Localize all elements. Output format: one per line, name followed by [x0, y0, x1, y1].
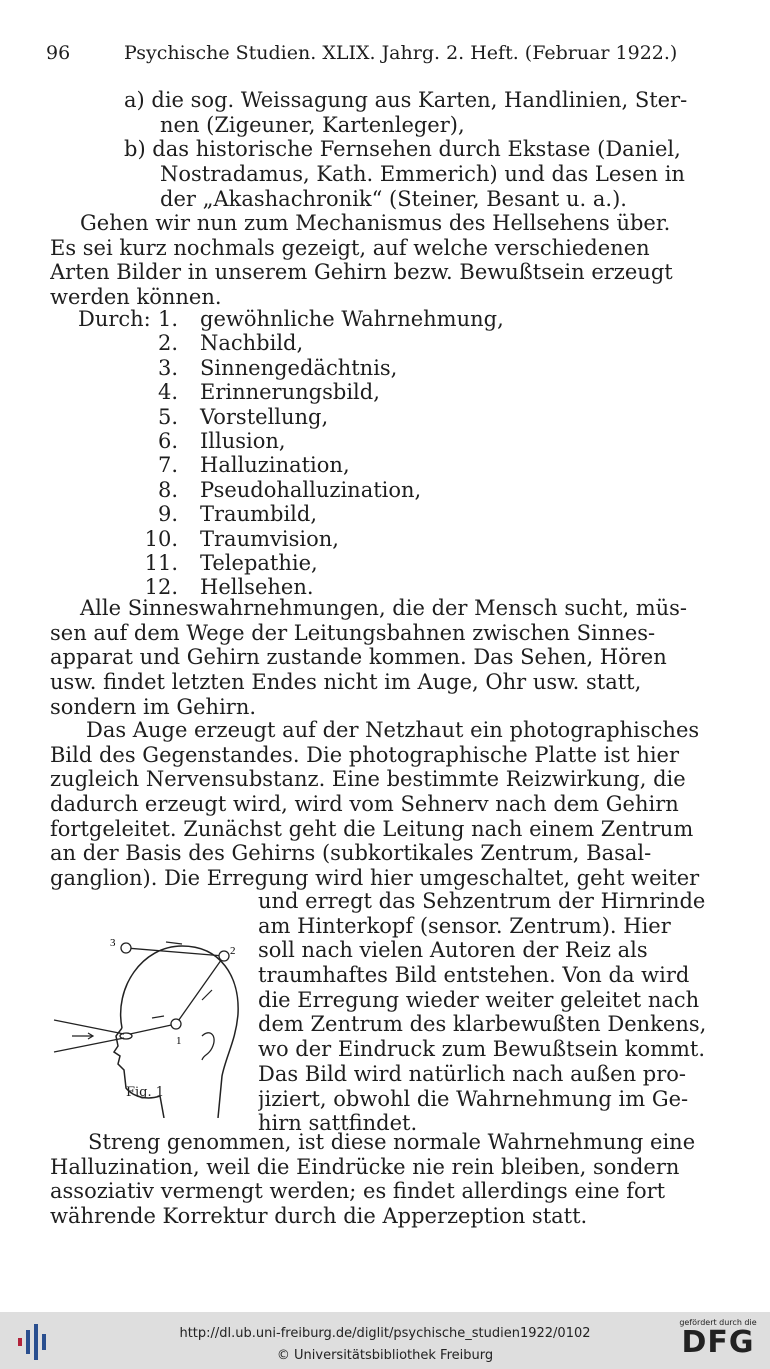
dfg-wordmark: DFG	[681, 1325, 755, 1360]
text-line: dem Zentrum des klarbewußten Denkens,	[258, 1012, 707, 1037]
text-line: Arten Bilder in unserem Gehirn bezw. Bewußtsein erzeugt	[50, 260, 673, 285]
text-line: Es sei kurz nochmals gezeigt, auf welche verschiedenen	[50, 235, 650, 260]
text-line: Das Bild wird natürlich nach außen pro-	[258, 1061, 687, 1086]
text-line: soll nach vielen Autoren der Reiz als	[258, 938, 648, 963]
text-line: Das Auge erzeugt auf der Netzhaut ein photographisches	[86, 718, 700, 742]
text-line: die Erregung wieder weiter geleitet nach	[258, 987, 700, 1012]
text-line: sen auf dem Wege der Leitungsbahnen zwischen Sinnes-	[50, 620, 656, 645]
list-number: 8.	[157, 477, 178, 502]
list-number: 2.	[157, 331, 178, 356]
list-number: 3.	[157, 355, 178, 380]
intro-line: nen (Zigeuner, Kartenleger),	[160, 112, 465, 137]
paragraph-2	[50, 596, 720, 719]
intro-list	[50, 88, 720, 211]
node-1	[171, 1019, 181, 1029]
list-item	[50, 405, 720, 429]
node-2	[219, 951, 229, 961]
pathway-line	[176, 956, 224, 1024]
list-text: Hellsehen.	[200, 575, 314, 600]
list-item	[50, 478, 720, 502]
list-item	[50, 380, 720, 404]
list-item	[50, 453, 720, 477]
list-text: Telepathie,	[200, 550, 318, 575]
text-line: und erregt das Sehzentrum der Hirnrinde	[258, 889, 706, 913]
text-line: sondern im Gehirn.	[50, 694, 257, 719]
list-text: Pseudohalluzination,	[200, 477, 422, 502]
light-ray	[54, 1038, 124, 1052]
text-line: an der Basis des Gehirns (subkortikales Zentrum, Basal-	[50, 841, 652, 866]
text-line: hirn sattfindet.	[258, 1111, 418, 1136]
list-label: Durch:	[78, 307, 151, 331]
text-line: wo der Eindruck zum Bewußtsein kommt.	[258, 1037, 706, 1062]
node-label: 1	[176, 1035, 182, 1047]
page-number: 96	[46, 42, 71, 64]
numbered-list	[50, 307, 720, 600]
node-3	[121, 943, 131, 953]
text-line: ganglion). Die Erregung wird hier umgeschaltet, geht weiter	[50, 866, 700, 891]
list-text: Halluzination,	[200, 453, 350, 478]
text-line: Halluzination, weil die Eindrücke nie rein bleiben, sondern	[50, 1154, 680, 1179]
text-line: assoziativ vermengt werden; es findet allerdings eine fort	[50, 1179, 666, 1204]
list-text: Traumbild,	[200, 502, 317, 527]
text-line: Alle Sinneswahrnehmungen, die der Mensch sucht, müs-	[80, 596, 688, 620]
light-ray	[54, 1020, 124, 1034]
paragraph-3-wrapped	[258, 889, 720, 1136]
text-line: am Hinterkopf (sensor. Zentrum). Hier	[258, 913, 671, 938]
list-number: 7.	[157, 453, 178, 478]
arrow-icon	[152, 1016, 164, 1018]
text-line: apparat und Gehirn zustande kommen. Das Sehen, Hören	[50, 645, 667, 670]
paragraph-3	[50, 718, 720, 891]
list-number: 10.	[144, 526, 178, 551]
text-line: werden können.	[50, 285, 222, 310]
text-line: dadurch erzeugt wird, wird vom Sehnerv nach dem Gehirn	[50, 792, 679, 817]
pathway-line	[130, 1024, 176, 1034]
arrow-icon	[166, 942, 182, 944]
dfg-funding-text: gefördert durch die	[679, 1318, 757, 1327]
text-line: usw. findet letzten Endes nicht im Auge, Ohr usw. statt,	[50, 670, 642, 695]
text-line: traumhaftes Bild entstehen. Von da wird	[258, 963, 690, 988]
text-line: fortgeleitet. Zunächst geht die Leitung nach einem Zentrum	[50, 816, 694, 841]
text-line: Gehen wir nun zum Mechanismus des Hellsehens über.	[80, 211, 671, 235]
intro-line: Nostradamus, Kath. Emmerich) und das Lesen in	[160, 162, 685, 187]
list-item	[50, 307, 720, 331]
list-item	[50, 356, 720, 380]
ear-icon	[202, 1033, 214, 1060]
text-line: Bild des Gegenstandes. Die photographische Platte ist hier	[50, 742, 680, 767]
list-number: 9.	[157, 502, 178, 527]
list-number: 5.	[157, 404, 178, 429]
list-text: Vorstellung,	[200, 404, 329, 429]
list-text: Illusion,	[200, 428, 286, 453]
dfg-logo	[676, 1318, 760, 1364]
arrow-icon	[202, 990, 212, 1000]
paragraph-1	[50, 211, 720, 310]
face-profile	[114, 1028, 164, 1118]
list-text: gewöhnliche Wahrnehmung,	[200, 307, 504, 331]
list-text: Sinnengedächtnis,	[200, 355, 398, 380]
list-number: 12.	[144, 575, 178, 600]
paragraph-4	[50, 1130, 720, 1229]
list-number: 4.	[157, 380, 178, 405]
node-label: 3	[110, 937, 116, 949]
list-item	[50, 551, 720, 575]
text-line: zugleich Nervensubstanz. Eine bestimmte Reizwirkung, die	[50, 767, 686, 792]
list-text: Erinnerungsbild,	[200, 380, 380, 405]
list-item	[50, 429, 720, 453]
figure-caption: Fig. 1	[126, 1085, 165, 1100]
footer-bar	[0, 1312, 770, 1369]
text-line: Streng genommen, ist diese normale Wahrnehmung eine	[88, 1130, 696, 1154]
intro-line: b) das historische Fernsehen durch Ekstase (Daniel,	[124, 137, 681, 162]
intro-line: a) die sog. Weissagung aus Karten, Handlinien, Ster-	[124, 88, 688, 112]
running-title: Psychische Studien. XLIX. Jahrg. 2. Heft. (Februar 1922.)	[124, 42, 678, 64]
list-text: Nachbild,	[200, 331, 304, 356]
list-item	[50, 527, 720, 551]
source-url-link[interactable]: http://dl.ub.uni-freiburg.de/diglit/psychische_studien1922/0102	[179, 1326, 591, 1341]
list-item	[50, 502, 720, 526]
node-label: 2	[230, 945, 236, 957]
text-line: währende Korrektur durch die Apperzeption statt.	[50, 1204, 588, 1229]
list-number: 11.	[144, 550, 178, 575]
list-item	[50, 331, 720, 355]
list-text: Traumvision,	[200, 526, 339, 551]
list-number: 6.	[157, 428, 178, 453]
intro-line: der „Akashachronik“ (Steiner, Besant u. a.).	[160, 186, 627, 211]
text-line: jiziert, obwohl die Wahrnehmung im Ge-	[258, 1086, 689, 1111]
list-number: 1.	[157, 307, 178, 331]
copyright-text: © Universitätsbibliothek Freiburg	[276, 1348, 494, 1363]
